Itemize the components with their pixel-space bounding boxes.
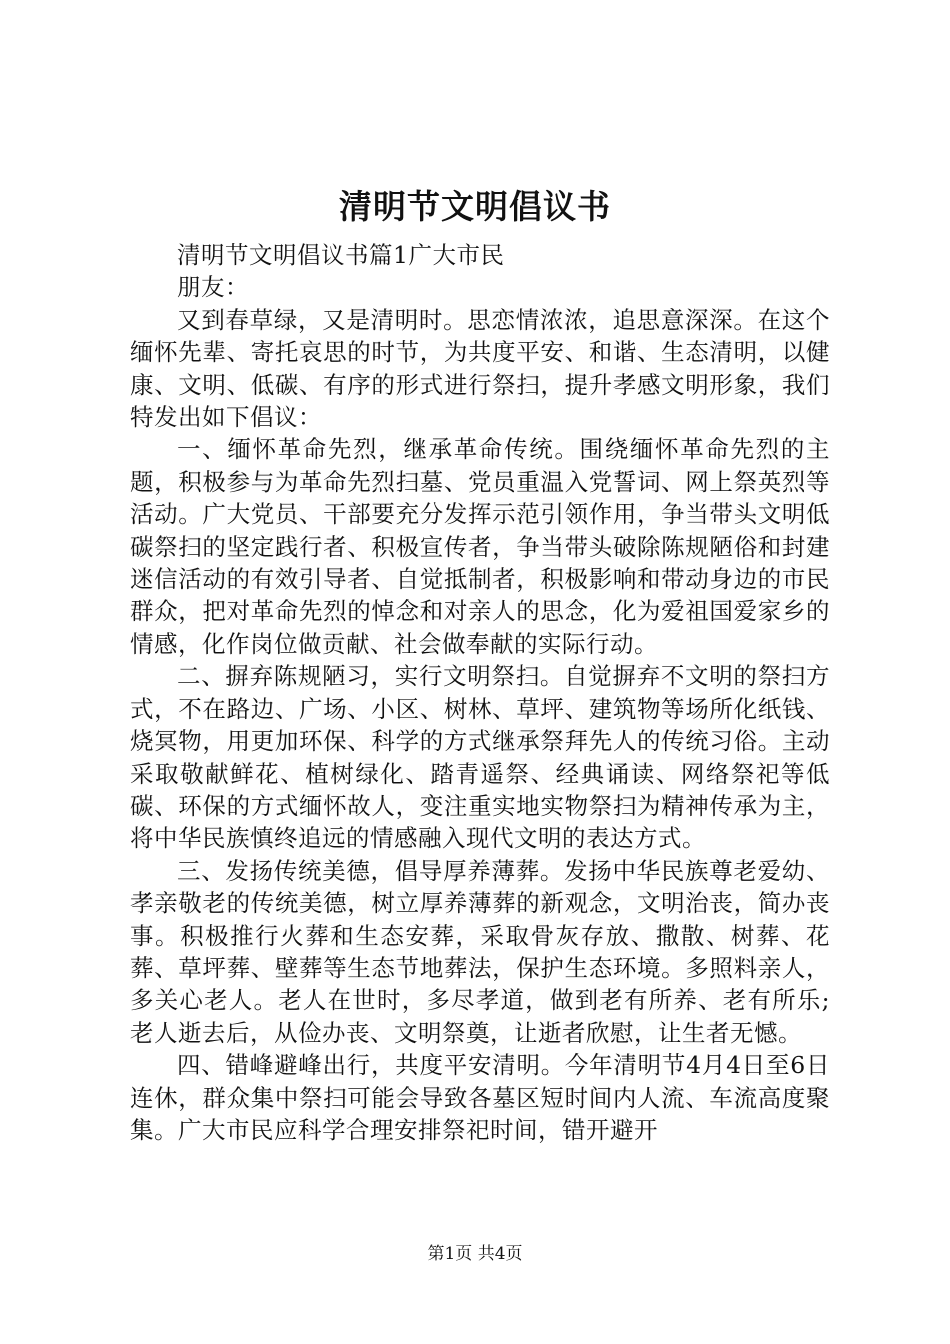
body-paragraph: 一、缅怀革命先烈，继承革命传统。围绕缅怀革命先烈的主题，积极参与为革命先烈扫墓、党员重温入党誓词、网上祭英烈等活动。广大党员、干部要充分发挥示范引领作用，争当带头文明低碳祭扫的坚定践行者、积极宣传者，争当带头破除陈规陋俗和封建迷信活动的有效引导者、自觉抵制者，积极影响和带动身边的市民群众，把对革命先烈的悼念和对亲人的思念，化为爱祖国爱家乡的情感，化作岗位做贡献、社会做奉献的实际行动。	[130, 435, 830, 658]
body-paragraph: 又到春草绿，又是清明时。思恋情浓浓，追思意深深。在这个缅怀先辈、寄托哀思的时节，为共度平安、和谐、生态清明，以健康、文明、低碳、有序的形式进行祭扫，提升孝感文明形象，我们特发出如下倡议：	[130, 305, 830, 432]
page-footer: 第1页 共4页	[427, 1244, 523, 1264]
document-title: 清明节文明倡议书	[339, 187, 611, 226]
body-paragraph: 四、错峰避峰出行，共度平安清明。今年清明节4月4日至6日连休，群众集中祭扫可能会导致各墓区短时间内人流、车流高度聚集。广大市民应科学合理安排祭祀时间，错开避开	[130, 1051, 830, 1144]
body-paragraph: 清明节文明倡议书篇1广大市民	[177, 241, 505, 269]
body-paragraph: 二、摒弃陈规陋习，实行文明祭扫。自觉摒弃不文明的祭扫方式，不在路边、广场、小区、树林、草坪、建筑物等场所化纸钱、烧冥物，用更加环保、科学的方式继承祭拜先人的传统习俗。主动采取敬献鲜花、植树绿化、踏青遥祭、经典诵读、网络祭祀等低碳、环保的方式缅怀故人，变注重实地实物祭扫为精神传承为主，将中华民族慎终追远的情感融入现代文明的表达方式。	[130, 662, 830, 853]
body-paragraph: 朋友：	[177, 273, 249, 302]
body-paragraph: 三、发扬传统美德，倡导厚养薄葬。发扬中华民族尊老爱幼、孝亲敬老的传统美德，树立厚养薄葬的新观念，文明治丧，简办丧事。积极推行火葬和生态安葬，采取骨灰存放、撒散、树葬、花葬、草坪葬、壁葬等生态节地葬法，保护生态环境。多照料亲人，多关心老人。老人在世时，多尽孝道，做到老有所养、老有所乐;老人逝去后，从俭办丧、文明祭奠，让逝者欣慰，让生者无憾。	[130, 856, 830, 1047]
document-body	[130, 239, 830, 1146]
